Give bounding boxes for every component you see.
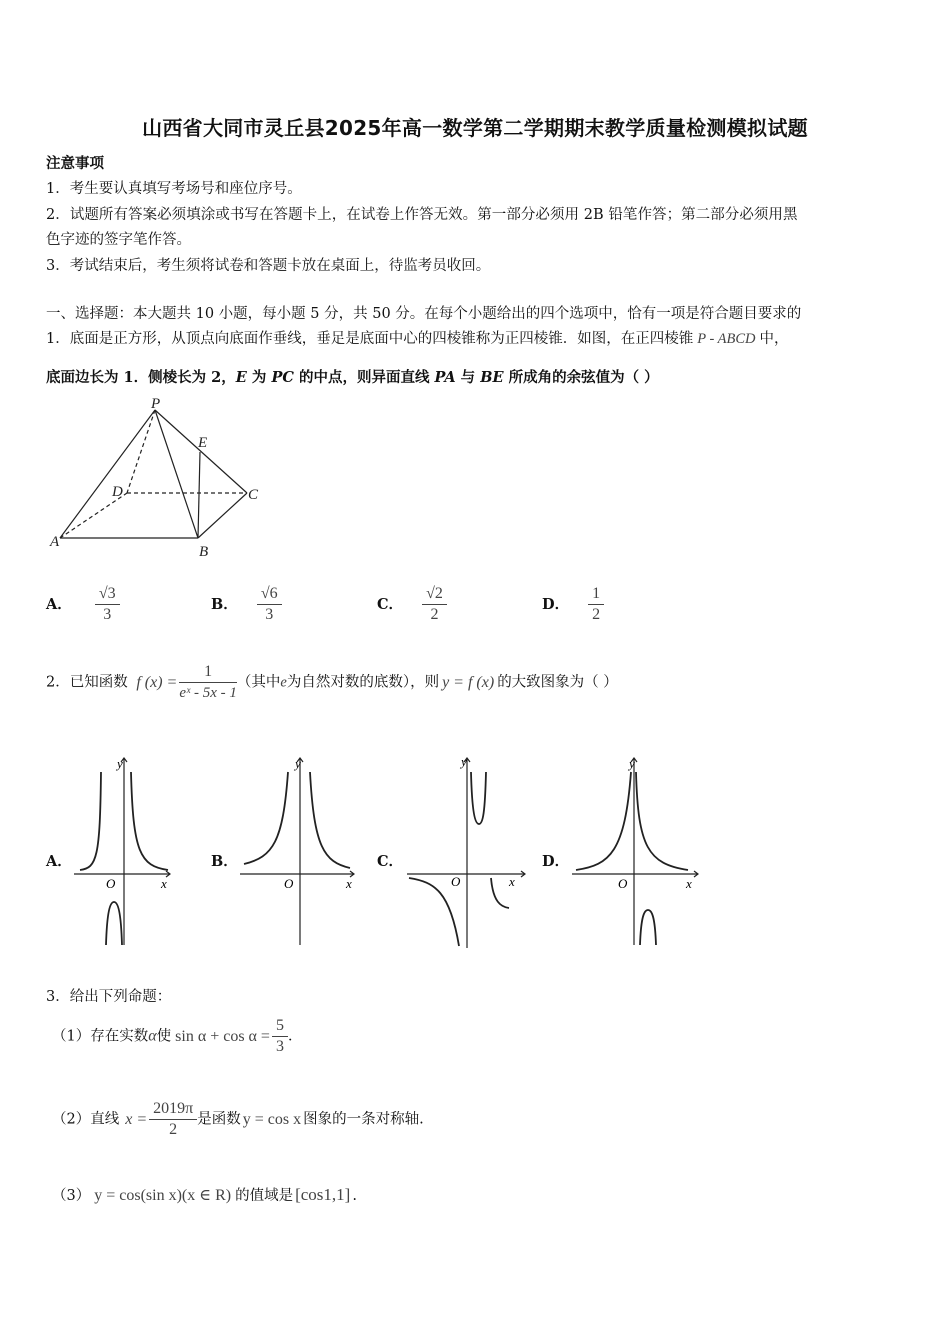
q2-graph-d[interactable]	[570, 752, 705, 950]
prop1-fraction	[272, 1016, 288, 1057]
prop2-end: 图象的一条对称轴.	[303, 1111, 424, 1128]
label-d: D	[112, 484, 123, 500]
axis-origin-label: O	[106, 876, 116, 891]
axis-x-label: x	[509, 874, 515, 889]
q2-graph-c[interactable]	[405, 752, 530, 950]
prop2-x: x =	[125, 1110, 148, 1128]
fraction-den: 2	[430, 606, 439, 623]
axis-origin-label: O	[618, 876, 628, 891]
prop2-func: y = cos x	[242, 1110, 302, 1128]
prop2-fraction	[149, 1099, 197, 1140]
fraction-den: 2	[169, 1121, 178, 1138]
fraction-num: √6	[257, 584, 282, 605]
axis-y-label: y	[461, 754, 467, 769]
q2-graph-b[interactable]	[238, 752, 358, 950]
notice-item-1: 1．考生要认真填写考场号和座位序号。	[46, 181, 302, 197]
axis-x-label: x	[346, 876, 352, 891]
fraction-num: 1	[179, 662, 237, 683]
q2-middle: （其中	[236, 674, 281, 691]
edge-bc	[198, 493, 247, 538]
option-fraction	[588, 584, 604, 625]
fraction-den: eˣ - 5x - 1	[179, 685, 237, 701]
notice-item-3: 3．考试结束后，考生须将试卷和答题卡放在桌面上，待监考员收回。	[46, 258, 491, 274]
notice-item-2: 2．试题所有答案必须填涂或书写在答题卡上，在试卷上作答无效。第一部分必须用 2B 铅笔作答；第二部分必须用黑	[46, 207, 798, 223]
page-title: 山西省大同市灵丘县2025年高一数学第二学期期末教学质量检测模拟试题	[142, 116, 808, 140]
fraction-num: √3	[95, 584, 120, 605]
q1-var-pc: PC	[271, 369, 294, 386]
edge-pa	[60, 410, 155, 538]
axis-x-label: x	[686, 876, 692, 891]
option-label: C．	[377, 596, 404, 613]
q2-suffix: 的大致图象为（ ）	[497, 674, 618, 691]
q1-text-2e: 所成角的余弦值为（ ）	[503, 369, 659, 386]
axis-origin-label: O	[451, 874, 461, 889]
prop1-mid: 使	[156, 1028, 172, 1045]
axis-x-label: x	[161, 876, 167, 891]
q2-yfx: y = f (x)	[442, 673, 495, 691]
prop3-mid: 的值域是	[235, 1188, 294, 1204]
fraction-num: 1	[588, 584, 604, 605]
prop3-prefix: （3）	[52, 1188, 91, 1204]
q1-option-d[interactable]	[542, 584, 604, 625]
q1-pyramid-figure	[40, 390, 280, 565]
axis-y-label: y	[629, 756, 635, 771]
q1-text-1-end: 中，	[759, 331, 789, 347]
edge-pd-hidden	[127, 410, 155, 493]
q1-text-2c: 的中点，则异面直线	[293, 369, 435, 386]
label-c: C	[248, 487, 259, 503]
fraction-num: 2019π	[149, 1099, 197, 1120]
label-p: P	[151, 396, 161, 412]
label-a: A	[50, 534, 60, 550]
q1-option-b[interactable]	[211, 584, 282, 625]
q3-prop-1	[52, 1016, 302, 1057]
fraction-num: √2	[422, 584, 447, 605]
prop3-end: .	[352, 1188, 357, 1204]
fraction-den: 2	[592, 606, 601, 623]
q2-prefix: 2．已知函数	[46, 674, 128, 691]
q2-fraction	[179, 662, 237, 703]
segment-be	[198, 452, 200, 538]
option-fraction	[422, 584, 447, 625]
section-heading: 一、选择题：本大题共 10 小题，每小题 5 分，共 50 分。在每个小题给出的四个选项中，恰有一项是符合题目要求的	[46, 306, 802, 322]
q2-fx: f (x) =	[136, 673, 178, 691]
q3-prop-2	[52, 1099, 424, 1140]
q3-stem: 3．给出下列命题：	[46, 989, 172, 1005]
q1-line1	[46, 327, 789, 348]
option-fraction	[95, 584, 120, 625]
q2-middle2: 为自然对数的底数），则	[286, 674, 440, 691]
q2-e: e	[280, 674, 287, 691]
prop1-expr: sin α + cos α =	[175, 1027, 270, 1045]
q1-text-2d: 与	[455, 369, 481, 386]
option-fraction	[257, 584, 282, 625]
prop2-mid: 是函数	[197, 1111, 241, 1128]
axis-y-label: y	[117, 756, 123, 771]
q1-line2	[46, 366, 659, 387]
q1-var-e: E	[235, 369, 247, 386]
q2-option-b-label[interactable]: B．	[211, 853, 238, 870]
q1-var-be: BE	[480, 369, 504, 386]
q1-var-pa: PA	[434, 369, 456, 386]
q1-text-1: 1．底面是正方形，从顶点向底面作垂线，垂足是底面中心的四棱锥称为正四棱锥．如图，在正四棱锥	[46, 331, 694, 347]
q2-option-c-label[interactable]: C．	[377, 853, 404, 870]
prop1-alpha: α	[148, 1027, 157, 1045]
notice-item-2-cont: 色字迹的签字笔作答。	[46, 232, 191, 248]
fraction-num: 5	[272, 1016, 288, 1037]
q2-option-a-label[interactable]: A．	[46, 853, 72, 870]
q1-option-a[interactable]	[46, 584, 120, 625]
option-label: D．	[542, 596, 570, 613]
q3-prop-3	[52, 1184, 357, 1205]
option-label: A．	[46, 596, 72, 613]
prop3-range: [cos1,1]	[295, 1185, 351, 1204]
q2-graph-a[interactable]	[72, 752, 182, 950]
label-e: E	[198, 435, 208, 451]
q1-text-2a: 底面边长为 1．侧棱长为 2，	[46, 369, 236, 386]
q1-text-2b: 为	[246, 369, 272, 386]
q1-math-pabcd: P - ABCD	[697, 331, 756, 347]
label-b: B	[199, 544, 209, 560]
axis-y-label: y	[295, 756, 301, 771]
fraction-den: 3	[275, 1038, 284, 1055]
prop2-prefix: （2）直线	[52, 1111, 120, 1128]
fraction-den: 3	[265, 606, 274, 623]
q2-stem	[46, 662, 618, 703]
prop3-expr: y = cos(sin x)(x ∈ R)	[94, 1187, 232, 1204]
prop1-prefix: （1）存在实数	[52, 1028, 149, 1045]
q2-option-d-label[interactable]: D．	[542, 853, 570, 870]
notice-heading: 注意事项	[46, 155, 104, 172]
prop1-end: ．	[287, 1028, 303, 1045]
fraction-den: 3	[103, 606, 112, 623]
option-label: B．	[211, 596, 238, 613]
q1-option-c[interactable]	[377, 584, 447, 625]
axis-origin-label: O	[284, 876, 294, 891]
